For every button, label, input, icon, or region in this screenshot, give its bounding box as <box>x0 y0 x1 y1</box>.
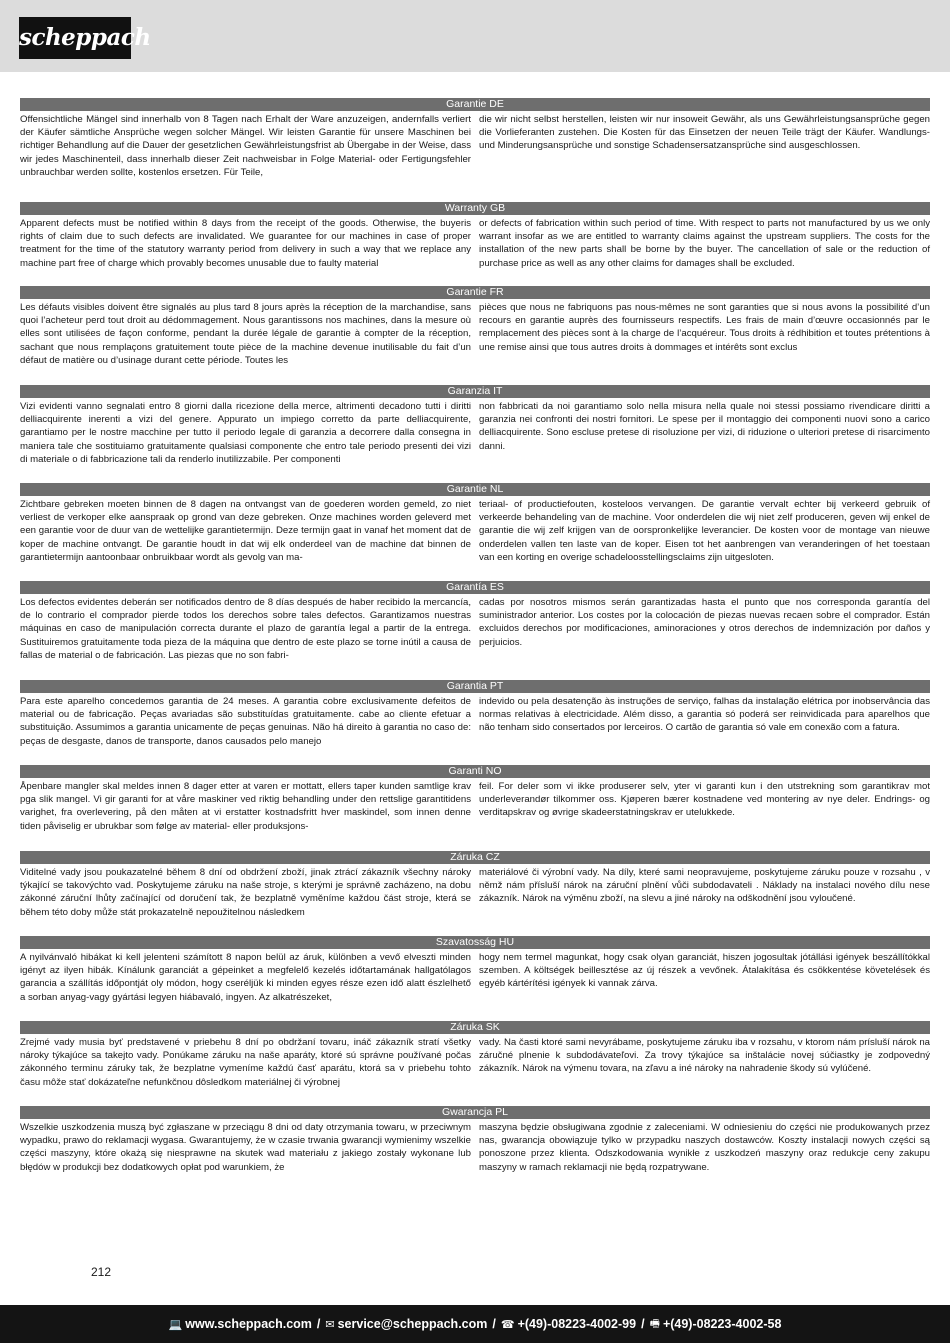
section-text-left: Offensichtliche Mängel sind innerhalb von 8 Tagen nach Erhalt der Ware anzuzeigen, andernfalls verliert der Käufer sämtliche Ansprüche wegen solcher Mängel. Wir leisten Garantie für unsere Maschinen bei richtiger Behandlung auf die Dauer der gesetzlichen Gewährleistungsfrist ab Übergabe in der Weise, dass wir jedes Maschinenteil, dass innerhalb dieser Zeit nachweisbar in Folge Material- oder Fertigungsfehler unbrauchbar werden sollte, kostenlos ersetzen. Für Teile, <box>20 114 471 178</box>
section-text-left: A nyilvánvaló hibákat ki kell jelenteni számított 8 napon belül az áruk, különben a vevő elveszti minden igényt az ilyen hibák. Kínálunk garanciát a gépeinket a megfelelő kezelés időtartamának hallgatólagos garancia a szállítás időpontját oly módon, hogy cseréljük ki minden egyes része ezen idő alatt észlelhető a sorban anyag-vagy gyártási legyen hiábavaló, ingyen. Az alkatrészeket, <box>20 952 471 1003</box>
section-columns <box>20 1121 930 1174</box>
section-text-right: pièces que nous ne fabriquons pas nous-mêmes ne sont garanties que si nous avons la possibilité d’un recours en garantie auprès des fournisseurs respectifs. Les frais de main d’œuvre occasionnés par le remplacement des pièces sont à la charge de l’acquéreur. Tous droits à rédhibition et toutes prétentions à une remise ainsi que tous autres droits à dommages et intérêts sont exclus <box>479 302 930 353</box>
warranty-section <box>20 1106 930 1174</box>
section-text-left: Para este aparelho concedemos garantia de 24 meses. A garantia cobre exclusivamente defeitos de material ou de fabricação. Peças avariadas são substituídas gratuitamente. cabe ao cliente efetuar a substituição. Assumimos a garantia unicamente de peças genuinas. Não há direito à garantia no caso de: peças de desgaste, danos de transporte, danos causados pelo manejo <box>20 696 471 747</box>
section-header: Gwarancja PL <box>20 1106 930 1119</box>
warranty-section <box>20 1021 930 1089</box>
warranty-section <box>20 483 930 564</box>
footer-contact-bar <box>0 1305 950 1343</box>
section-columns <box>20 1036 930 1089</box>
separator: / <box>316 1317 321 1331</box>
email-link[interactable]: service@scheppach.com <box>337 1317 488 1331</box>
website-link[interactable]: www.scheppach.com <box>185 1317 312 1331</box>
warranty-section <box>20 765 930 833</box>
section-text-left: Viditelné vady jsou poukazatelné během 8 dní od obdržení zboží, jinak ztrácí zákazník všechny nároky týkající se takovýchto vad. Poskytujeme záruku na naše stroje, s kterými je správně zacházeno, na dobu zákonné záruční lhůty začínající od doručení tak, že bezplatně vyměníme každou část stroje, která se během této doby může stát prokazatelně nepoužitelnou následkem <box>20 867 471 918</box>
section-columns <box>20 113 930 179</box>
warranty-section <box>20 98 930 179</box>
scheppach-logo: scheppach <box>19 17 131 59</box>
section-header: Garanzia IT <box>20 385 930 398</box>
section-header: Záruka CZ <box>20 851 930 864</box>
section-columns <box>20 498 930 564</box>
section-header: Garantie FR <box>20 286 930 299</box>
telephone-icon: ☎ <box>500 1318 515 1331</box>
warranty-section <box>20 202 930 270</box>
warranty-section <box>20 286 930 367</box>
section-header: Garantie NL <box>20 483 930 496</box>
computer-icon: 💻 <box>168 1318 183 1331</box>
section-text-right: non fabbricati da noi garantiamo solo nella misura nella quale noi stessi possiamo rivendicare diritti a garanzia nei confronti dei nostri fornitori. Le spese per il montaggio dei componenti nuovi sono a carico delliacquirente. Sono escluse pretese di risoluzione per vizi, di riduzione o ulteriori pretese di risarcimento danni. <box>479 401 930 452</box>
top-header-bar <box>0 0 950 72</box>
fax-number: +(49)-08223-4002-58 <box>662 1317 782 1331</box>
section-text-right: maszyna będzie obsługiwana zgodnie z zaleceniami. W odniesieniu do części nie produkowanych przez nas, gwarancja obowiązuje tylko w przypadku naszych dostawców. Koszty instalacji nowych części są ponoszone przez klienta. Odszkodowania wynikłe z uszkodzeń maszyny oraz redukcje ceny zakupu maszyny w ramach reklamacji nie będą rozpatrywane. <box>479 1122 930 1173</box>
section-text-right: die wir nicht selbst herstellen, leisten wir nur insoweit Gewähr, als uns Gewährleistungsansprüche gegen die Vorlieferanten zustehen. Die Kosten für das Einsetzen der neuen Teile trägt der Käufer. Wandlungs- und Minderungsansprüche und sonstige Schadensersatzansprüche sind ausgeschlossen. <box>479 114 930 152</box>
section-text-left: Vizi evidenti vanno segnalati entro 8 giorni dalla ricezione della merce, altrimenti decadono tutti i diritti delliacquirente inerenti a vizi del genere. Appurato un impiego corretto da parte delliacquirente, garantiamo per le nostre macchine per tutto il periodo legale di garanzia a decorrere dalla consegna in maniera tale che sostituiamo gratuitamente qualsiasi componente che entro tale periodo presenti dei vizi di materiale o di fabbricazione tali da renderlo inutilizzabile. Per componenti <box>20 401 471 465</box>
warranty-section <box>20 680 930 748</box>
section-columns <box>20 301 930 367</box>
section-text-left: Wszelkie uszkodzenia muszą być zgłaszane w przeciągu 8 dni od daty otrzymania towaru, w przeciwnym wypadku, prawo do reklamacji wygasa. Gwarantujemy, że w czasie trwania gwarancji wymienimy wszelkie części maszyny, które okażą się niesprawne na skutek wad materiału z jakiego zostały wykonane lub błędów w produkcji bez dodatkowych opłat pod warunkiem, że <box>20 1122 471 1173</box>
section-columns <box>20 780 930 833</box>
section-header: Garanti NO <box>20 765 930 778</box>
section-header: Garantie DE <box>20 98 930 111</box>
section-text-right: vady. Na časti ktoré sami nevyrábame, poskytujeme záruku iba v rozsahu, v ktorom nám prísluší nárok na záručné plnenie k subdodávateľovi. Za trovy týkajúce sa inštalácie novej súčiastky je zodpovedný zákazník. Nárok na výmenu tovara, na zľavu a iné nároky na nahradenie škody sú vylúčené. <box>479 1037 930 1075</box>
section-text-left: Zichtbare gebreken moeten binnen de 8 dagen na ontvangst van de goederen worden gemeld, zo niet verliest de verkoper elke aanspraak op grond van deze gebreken. Onze machines worden geleverd met een garantie voor de duur van de wettelijke garantietermijn. Deze termijn gaat in vanaf het moment dat de koper de machine ontvangt. De garantie houdt in dat wij elk onderdeel van de machine dat binnen de garantietermijn aantoonbaar onbruikbaar wordt als gevolg van ma- <box>20 499 471 563</box>
section-header: Garantia PT <box>20 680 930 693</box>
section-columns <box>20 596 930 662</box>
section-columns <box>20 400 930 466</box>
section-header: Garantía ES <box>20 581 930 594</box>
section-columns <box>20 217 930 270</box>
section-columns <box>20 695 930 748</box>
section-header: Záruka SK <box>20 1021 930 1034</box>
section-columns <box>20 866 930 919</box>
separator: / <box>492 1317 496 1331</box>
warranty-section <box>20 581 930 662</box>
section-text-left: Åpenbare mangler skal meldes innen 8 dager etter at varen er mottatt, ellers taper kunden samtlige krav pga slik mangel. Vi gir garanti for at våre maskiner ved riktig behandling under den rettslige garantitidens varighet, fra overlevering, på den måten at vi erstatter kostnadsfritt hver maskindel, som innen denne tiden påviselig er ubrukbar som følge av material- eller produksjons- <box>20 781 471 832</box>
section-text-left: Los defectos evidentes deberán ser notificados dentro de 8 días después de haber recibido la mercancía, de lo contrario el comprador pierde todos los derechos sobre tales defectos. Garantizamos nuestras máquinas en caso de manipulación correcta durante el plazo de garantía legal a partir de la entrega. Sustituiremos gratuitamente toda pieza de la máquina que dentro de este plazo se torne inútil a causa de fallas de material o de fabricación. Las piezas que no son fabri- <box>20 597 471 661</box>
warranty-section <box>20 385 930 466</box>
warranty-section <box>20 851 930 919</box>
section-header: Warranty GB <box>20 202 930 215</box>
section-text-right: materiálové či výrobní vady. Na díly, které sami neopravujeme, poskytujeme záruku pouze v rozsahu , v němž nám přísluší nárok na záruční plnění vůči subdodavateli . Náklady na instalaci nového dílu nese zákazník. Nárok na výměnu zboží, na slevu a jiné nároky na odškodnění jsou vyloučené. <box>479 867 930 905</box>
envelope-icon: ✉ <box>325 1318 335 1331</box>
section-text-right: indevido ou pela desatenção às instruções de serviço, falhas da instalação elétrica por inobservância das normas relativas à electricidade. Além disso, a garantia só poderá ser reinvidicada para aparelhos que não tenham sido consertados por lerceiros. O cartão de garantia só vale em conexão com a fatura. <box>479 696 930 734</box>
section-text-right: teriaal- of productiefouten, kosteloos vervangen. De garantie vervalt echter bij verkeerd gebruik of verkeerde behandeling van de machine. Voor onderdelen die wij niet zelf produceren, geven wij enkel de garantie die wij zelf krijgen van de oorspronkelijke leverancier. De kosten voor de montage van nieuwe onderdelen vallen ten laste van de koper. Eisen tot het aanbrengen van veranderingen of het toestaan van een korting en overige schadeloosstellingsclaims zijn uitgesloten. <box>479 499 930 563</box>
section-text-left: Les défauts visibles doivent être signalés au plus tard 8 jours après la réception de la marchandise, sans quoi l’acheteur perd tout droit au dédommagement. Nous garantissons nos machines, dans la mesure où elles sont utilisées de façon conforme, pendant la durée légale de garantie à compter de la réception, sachant que nous remplaçons gratuitement toute pièce de la machine devenue inutilisable du fait d’un défaut de matière ou d’usinage durant cette période. Toutes les <box>20 302 471 366</box>
section-text-right: cadas por nosotros mismos serán garantizadas hasta el punto que nos corresponda garantía del suministrador anterior. Los costes por la colocación de piezas nuevas recaen sobre el comprador. Están excluidos derechos por modificaciones, aminoraciones y otros derechos de indemnización por daños y perjuicios. <box>479 597 930 648</box>
section-columns <box>20 951 930 1004</box>
separator: / <box>641 1317 645 1331</box>
warranty-section <box>20 936 930 1004</box>
page-number: 212 <box>91 1265 112 1279</box>
phone-number: +(49)-08223-4002-99 <box>517 1317 637 1331</box>
section-text-right: hogy nem termel magunkat, hogy csak olyan garanciát, hiszen jogosultak jótállási igények beszállítókkal szemben. A költségek beillesztése az új részek a vevőnek. Átalakítása és csökkentése követelések és egyéb kártérítési igények ki vannak zárva. <box>479 952 930 990</box>
section-header: Szavatosság HU <box>20 936 930 949</box>
section-text-left: Zrejmé vady musia byť predstavené v priebehu 8 dní po obdržaní tovaru, ináč zákazník stratí všetky nároky týkajúce sa takejto vady. Ponúkame záruku na naše aparáty, ktoré sú správne používané počas zákonného terminu záruky tak, že bezplatne vymeníme každú časť aparátu, ktorá sa v priebehu tohto času môže stať dokázateľne nefunkčnou dôsledkom materiálnej či výrobnej <box>20 1037 471 1088</box>
section-text-left: Apparent defects must be notified within 8 days from the receipt of the goods. Otherwise, the buyeris rights of claim due to such defects are invalidated. We guarantee for our machines in case of proper treatment for the time of the statutory warranty period from delivery in such a way that we replace any machine part free of charge which provably becomes unusable due to faulty material <box>20 218 471 269</box>
section-text-right: or defects of fabrication within such period of time. With respect to parts not manufactured by us we only warrant insofar as we are entitled to warranty claims against the upstream suppliers. The costs for the installation of the new parts shall be borne by the buyer. The cancellation of sale or the reduction of purchase price as well as any other claims for damages shall be excluded. <box>479 218 930 269</box>
fax-icon: 🖷 <box>649 1317 660 1330</box>
section-text-right: feil. For deler som vi ikke produserer selv, yter vi garanti kun i den utstrekning som garantikrav mot underleverandør tilkommer oss. Kjøperen bærer kostnadene ved montering av nye deler. Endrings- og verditapskrav og øvrige skadeerstatningskrav er utelukkede. <box>479 781 930 819</box>
